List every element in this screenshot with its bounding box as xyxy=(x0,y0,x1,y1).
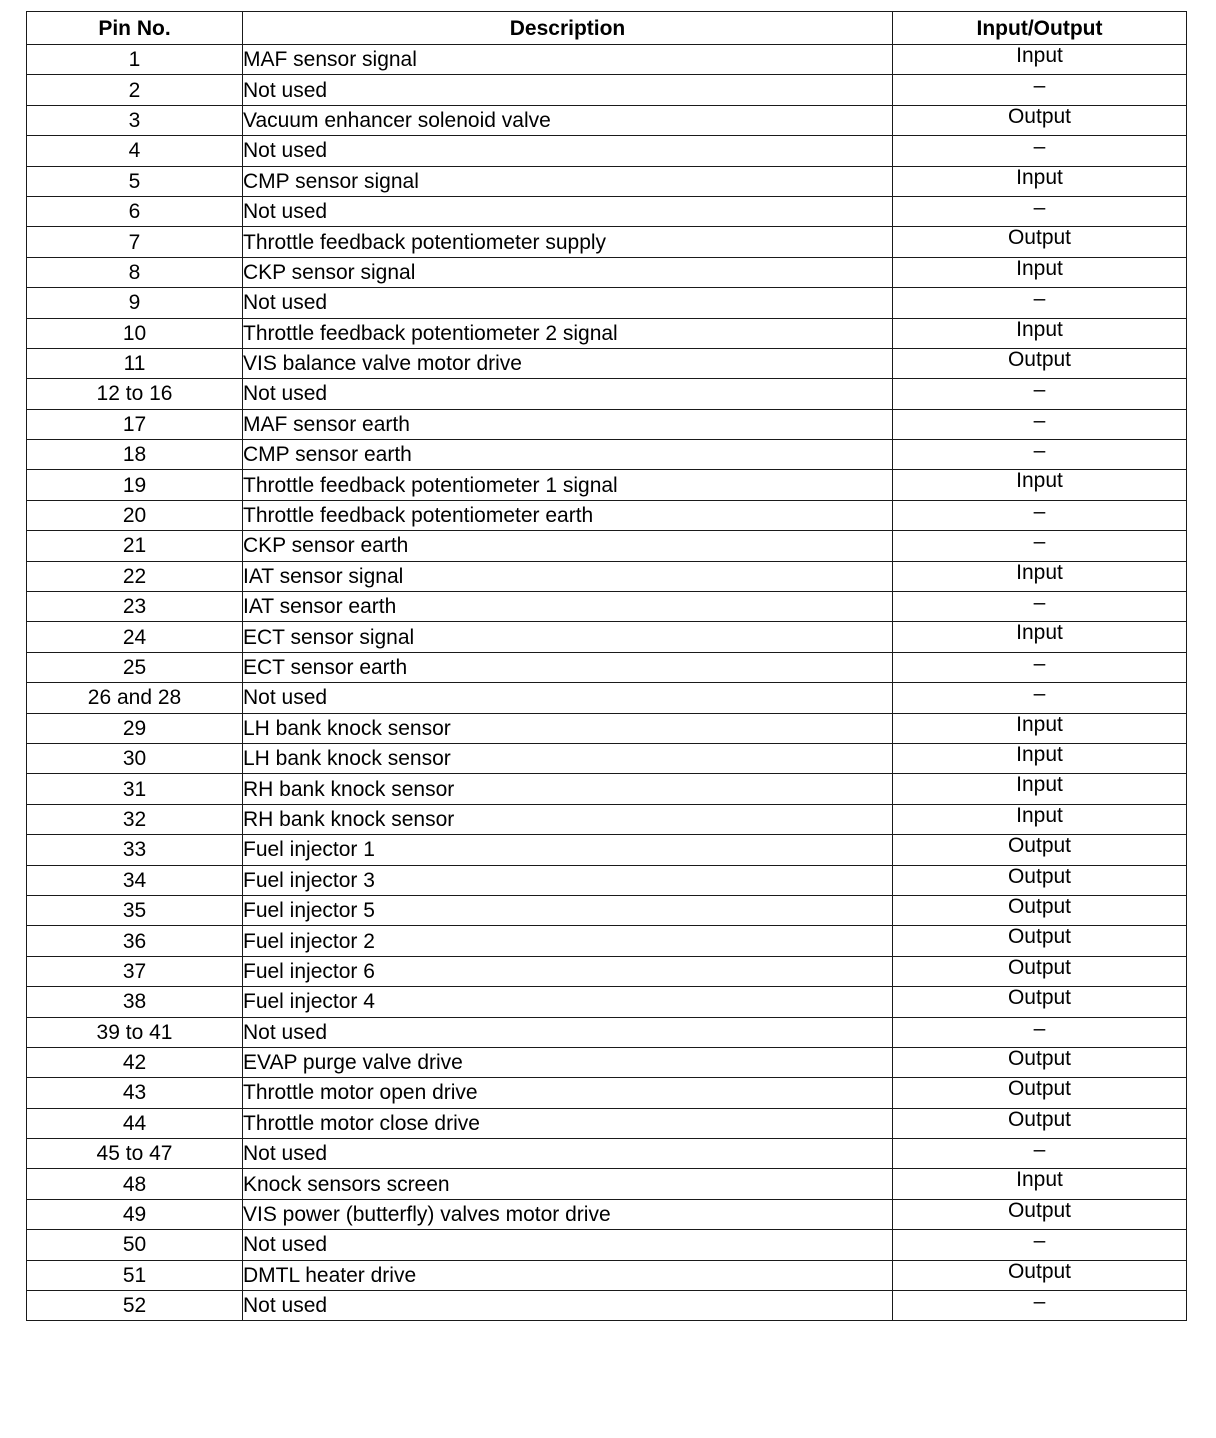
input-output-cell: Input xyxy=(893,45,1187,75)
input-output-cell: Input xyxy=(893,622,1187,652)
pin-number-cell: 3 xyxy=(27,105,243,135)
input-output-cell: – xyxy=(893,1139,1187,1169)
description-cell: Not used xyxy=(243,75,893,105)
input-output-cell: – xyxy=(893,196,1187,226)
pin-number-cell: 50 xyxy=(27,1230,243,1260)
pin-number-cell: 19 xyxy=(27,470,243,500)
table-row xyxy=(27,683,1187,713)
pin-number-cell: 42 xyxy=(27,1047,243,1077)
pin-number-cell: 9 xyxy=(27,288,243,318)
pin-number-cell: 12 to 16 xyxy=(27,379,243,409)
description-cell: CMP sensor earth xyxy=(243,440,893,470)
header-description: Description xyxy=(243,12,893,45)
pin-number-cell: 25 xyxy=(27,652,243,682)
input-output-cell: – xyxy=(893,409,1187,439)
table-row xyxy=(27,713,1187,743)
description-cell: Knock sensors screen xyxy=(243,1169,893,1199)
description-cell: CKP sensor earth xyxy=(243,531,893,561)
table-row xyxy=(27,1230,1187,1260)
pin-number-cell: 4 xyxy=(27,136,243,166)
description-cell: Throttle feedback potentiometer earth xyxy=(243,500,893,530)
pin-number-cell: 48 xyxy=(27,1169,243,1199)
table-row xyxy=(27,1169,1187,1199)
table-row xyxy=(27,500,1187,530)
input-output-cell: Output xyxy=(893,105,1187,135)
pin-number-cell: 2 xyxy=(27,75,243,105)
input-output-cell: Output xyxy=(893,987,1187,1017)
description-cell: CKP sensor signal xyxy=(243,257,893,287)
pin-number-cell: 6 xyxy=(27,196,243,226)
table-row xyxy=(27,136,1187,166)
table-row xyxy=(27,1047,1187,1077)
description-cell: DMTL heater drive xyxy=(243,1260,893,1290)
description-cell: LH bank knock sensor xyxy=(243,713,893,743)
table-row xyxy=(27,470,1187,500)
description-cell: Throttle feedback potentiometer supply xyxy=(243,227,893,257)
input-output-cell: – xyxy=(893,288,1187,318)
description-cell: Not used xyxy=(243,136,893,166)
table-row xyxy=(27,835,1187,865)
table-row xyxy=(27,561,1187,591)
pin-number-cell: 52 xyxy=(27,1291,243,1321)
input-output-cell: Output xyxy=(893,227,1187,257)
pin-number-cell: 17 xyxy=(27,409,243,439)
input-output-cell: – xyxy=(893,75,1187,105)
input-output-cell: Input xyxy=(893,804,1187,834)
description-cell: VIS power (butterfly) valves motor drive xyxy=(243,1199,893,1229)
input-output-cell: Output xyxy=(893,835,1187,865)
input-output-cell: Input xyxy=(893,318,1187,348)
description-cell: Not used xyxy=(243,1139,893,1169)
table-row xyxy=(27,865,1187,895)
pin-number-cell: 26 and 28 xyxy=(27,683,243,713)
table-row xyxy=(27,348,1187,378)
pin-number-cell: 8 xyxy=(27,257,243,287)
table-row xyxy=(27,105,1187,135)
input-output-cell: – xyxy=(893,652,1187,682)
pin-number-cell: 45 to 47 xyxy=(27,1139,243,1169)
pin-number-cell: 49 xyxy=(27,1199,243,1229)
description-cell: Fuel injector 5 xyxy=(243,895,893,925)
pin-number-cell: 21 xyxy=(27,531,243,561)
description-cell: Not used xyxy=(243,196,893,226)
pin-number-cell: 32 xyxy=(27,804,243,834)
table-row xyxy=(27,318,1187,348)
table-row xyxy=(27,227,1187,257)
pin-number-cell: 37 xyxy=(27,956,243,986)
pin-number-cell: 43 xyxy=(27,1078,243,1108)
input-output-cell: Output xyxy=(893,1199,1187,1229)
table-row xyxy=(27,743,1187,773)
table-row xyxy=(27,75,1187,105)
input-output-cell: Input xyxy=(893,1169,1187,1199)
description-cell: IAT sensor earth xyxy=(243,592,893,622)
header-input-output: Input/Output xyxy=(893,12,1187,45)
description-cell: IAT sensor signal xyxy=(243,561,893,591)
description-cell: Not used xyxy=(243,1291,893,1321)
input-output-cell: – xyxy=(893,592,1187,622)
input-output-cell: Input xyxy=(893,774,1187,804)
table-row xyxy=(27,1017,1187,1047)
description-cell: MAF sensor signal xyxy=(243,45,893,75)
input-output-cell: Input xyxy=(893,713,1187,743)
input-output-cell: Input xyxy=(893,470,1187,500)
input-output-cell: Input xyxy=(893,166,1187,196)
input-output-cell: Output xyxy=(893,1047,1187,1077)
table-row xyxy=(27,592,1187,622)
pin-number-cell: 33 xyxy=(27,835,243,865)
description-cell: RH bank knock sensor xyxy=(243,774,893,804)
description-cell: Vacuum enhancer solenoid valve xyxy=(243,105,893,135)
pin-number-cell: 5 xyxy=(27,166,243,196)
pin-number-cell: 39 to 41 xyxy=(27,1017,243,1047)
table-row xyxy=(27,804,1187,834)
description-cell: Throttle motor open drive xyxy=(243,1078,893,1108)
header-pin-no: Pin No. xyxy=(27,12,243,45)
table-row xyxy=(27,166,1187,196)
pin-number-cell: 20 xyxy=(27,500,243,530)
pin-number-cell: 18 xyxy=(27,440,243,470)
pin-number-cell: 10 xyxy=(27,318,243,348)
pin-number-cell: 38 xyxy=(27,987,243,1017)
table-row xyxy=(27,622,1187,652)
description-cell: Not used xyxy=(243,683,893,713)
pin-number-cell: 23 xyxy=(27,592,243,622)
description-cell: Not used xyxy=(243,288,893,318)
description-cell: ECT sensor signal xyxy=(243,622,893,652)
table-header xyxy=(27,12,1187,45)
description-cell: CMP sensor signal xyxy=(243,166,893,196)
description-cell: RH bank knock sensor xyxy=(243,804,893,834)
input-output-cell: – xyxy=(893,1291,1187,1321)
table-row xyxy=(27,987,1187,1017)
input-output-cell: Input xyxy=(893,257,1187,287)
description-cell: Fuel injector 4 xyxy=(243,987,893,1017)
pin-number-cell: 24 xyxy=(27,622,243,652)
input-output-cell: Output xyxy=(893,1260,1187,1290)
table-row xyxy=(27,1291,1187,1321)
pin-number-cell: 44 xyxy=(27,1108,243,1138)
description-cell: Not used xyxy=(243,1017,893,1047)
description-cell: Throttle motor close drive xyxy=(243,1108,893,1138)
pin-number-cell: 31 xyxy=(27,774,243,804)
input-output-cell: – xyxy=(893,136,1187,166)
input-output-cell: – xyxy=(893,683,1187,713)
table-row xyxy=(27,1139,1187,1169)
description-cell: Fuel injector 3 xyxy=(243,865,893,895)
table-row xyxy=(27,1108,1187,1138)
table-row xyxy=(27,196,1187,226)
input-output-cell: Input xyxy=(893,743,1187,773)
pin-number-cell: 7 xyxy=(27,227,243,257)
pin-number-cell: 22 xyxy=(27,561,243,591)
input-output-cell: – xyxy=(893,1017,1187,1047)
input-output-cell: Output xyxy=(893,956,1187,986)
table-row xyxy=(27,45,1187,75)
table-row xyxy=(27,774,1187,804)
table-row xyxy=(27,926,1187,956)
pin-number-cell: 30 xyxy=(27,743,243,773)
table-row xyxy=(27,288,1187,318)
table-row xyxy=(27,956,1187,986)
description-cell: Throttle feedback potentiometer 1 signal xyxy=(243,470,893,500)
description-cell: Not used xyxy=(243,379,893,409)
description-cell: MAF sensor earth xyxy=(243,409,893,439)
description-cell: LH bank knock sensor xyxy=(243,743,893,773)
description-cell: Throttle feedback potentiometer 2 signal xyxy=(243,318,893,348)
description-cell: Fuel injector 2 xyxy=(243,926,893,956)
input-output-cell: – xyxy=(893,440,1187,470)
pin-table xyxy=(26,11,1187,1321)
table-row xyxy=(27,257,1187,287)
input-output-cell: – xyxy=(893,379,1187,409)
description-cell: Fuel injector 6 xyxy=(243,956,893,986)
header-row xyxy=(27,12,1187,45)
pin-number-cell: 34 xyxy=(27,865,243,895)
input-output-cell: Output xyxy=(893,348,1187,378)
input-output-cell: Input xyxy=(893,561,1187,591)
description-cell: ECT sensor earth xyxy=(243,652,893,682)
input-output-cell: Output xyxy=(893,865,1187,895)
pin-number-cell: 11 xyxy=(27,348,243,378)
input-output-cell: Output xyxy=(893,895,1187,925)
input-output-cell: Output xyxy=(893,1078,1187,1108)
pin-number-cell: 1 xyxy=(27,45,243,75)
input-output-cell: Output xyxy=(893,926,1187,956)
table-body xyxy=(27,45,1187,1321)
table-row xyxy=(27,379,1187,409)
description-cell: EVAP purge valve drive xyxy=(243,1047,893,1077)
description-cell: Fuel injector 1 xyxy=(243,835,893,865)
input-output-cell: – xyxy=(893,1230,1187,1260)
pin-number-cell: 51 xyxy=(27,1260,243,1290)
description-cell: Not used xyxy=(243,1230,893,1260)
table-row xyxy=(27,531,1187,561)
table-row xyxy=(27,895,1187,925)
input-output-cell: Output xyxy=(893,1108,1187,1138)
input-output-cell: – xyxy=(893,500,1187,530)
table-row xyxy=(27,652,1187,682)
table-row xyxy=(27,1078,1187,1108)
table-row xyxy=(27,440,1187,470)
table-row xyxy=(27,1260,1187,1290)
pin-number-cell: 29 xyxy=(27,713,243,743)
description-cell: VIS balance valve motor drive xyxy=(243,348,893,378)
pin-number-cell: 35 xyxy=(27,895,243,925)
pin-number-cell: 36 xyxy=(27,926,243,956)
input-output-cell: – xyxy=(893,531,1187,561)
table-row xyxy=(27,409,1187,439)
table-row xyxy=(27,1199,1187,1229)
